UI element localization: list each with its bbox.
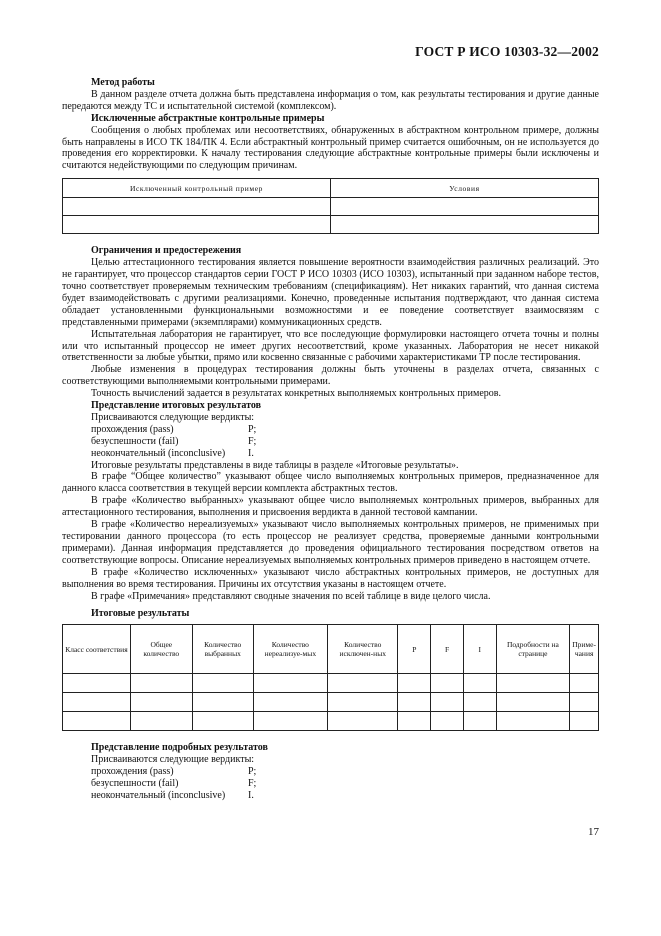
table-header-cell: F [431, 625, 464, 674]
table-header-cell: Общее количество [130, 625, 192, 674]
verdict-row [62, 778, 599, 790]
table-header-cell: Класс соответствия [63, 625, 131, 674]
table-header-cell: Условия [331, 179, 599, 198]
paragraph: Целью аттестационного тестирования является повышение вероятности взаимодействия различных реализаций. Это не гарантирует, что процессор стандартов серии ГОСТ Р ИСО 10303 (ИСО 10303), испытанный при заданном наборе тестов, точно соответствует проверяемым техническим требованиям (спецификациям). Нет никаких гарантий, что данная система будет взаимодействовать с другими реализациями. Конечно, проведенные испытания подтверждают, что данная система обладает установленными функциональными возможностями и ее поведение соответствует взаимосвязям с представленными примерами (экземплярами) коммуникационных средств. [62, 257, 599, 328]
paragraph: В графе «Примечания» представляют сводные значения по всей таблице в виде целого числа. [91, 590, 491, 602]
verdict-row [62, 790, 599, 802]
verdict-code: P; [248, 423, 257, 435]
excluded-cases-table [62, 178, 599, 234]
verdicts-intro: Присваиваются следующие вердикты: [91, 411, 255, 423]
section-heading-summary: Представление итоговых результатов [91, 400, 262, 412]
verdict-name: прохождения (pass) [91, 766, 174, 778]
section-heading-detailed: Представление подробных результатов [91, 742, 268, 754]
table-header-cell: Количество выбранных [192, 625, 253, 674]
page-content [62, 77, 599, 802]
verdict-name: безуспешности (fail) [91, 435, 179, 447]
table-header-cell: Количество исключен-ных [328, 625, 398, 674]
paragraph: Сообщения о любых проблемах или несоответствиях, обнаруженных в абстрактном контрольном примере, должны быть направлены в ИСО ТК 184/ПК 4. Если абстрактный контрольный пример считается ошибочным, он не используется до проведения его корректировки. К началу тестирования следующие абстрактные контрольные примеры были исключены и считаются недействующими по следующим причинам. [62, 124, 599, 172]
page-number: 17 [588, 826, 599, 838]
paragraph: Любые изменения в процедурах тестирования должны быть уточнены в разделах отчета, связанных с соответствующими выполняемыми контрольными примерами. [62, 364, 599, 388]
table-header-cell: Исключенный контрольный пример [63, 179, 331, 198]
verdict-code: I. [248, 447, 254, 459]
paragraph: Точность вычислений задается в результатах конкретных выполняемых контрольных примеров. [91, 388, 501, 400]
table-row [63, 198, 599, 216]
verdict-name: прохождения (pass) [91, 423, 174, 435]
verdict-row [62, 766, 599, 778]
verdict-code: I. [248, 789, 254, 801]
table-row [63, 674, 599, 693]
table-row [63, 216, 599, 234]
section-heading-excluded: Исключенные абстрактные контрольные примеры [91, 112, 325, 124]
verdict-name: безуспешности (fail) [91, 778, 179, 790]
paragraph: В графе «Количество нереализуемых» указывают число выполняемых контрольных примеров, не применимых при тестировании данного процессора (то есть процессор не реализует средства, проверяемые данными контрольными примерами). Данная информация представляется до проведения официального тестирования посредством ответов на соответствующие вопросы. Описание нереализуемых выполняемых контрольных примеров приведено в настоящем отчете. [62, 519, 599, 566]
verdict-code: F; [248, 778, 257, 790]
paragraph: В данном разделе отчета должна быть представлена информация о том, как результаты тестирования и другие данные передаются между ТС и испытательной системой (комплексом). [62, 88, 599, 112]
table-header-cell: P [398, 625, 431, 674]
paragraph: Итоговые результаты представлены в виде таблицы в разделе «Итоговые результаты». [91, 459, 459, 471]
paragraph: В графе «Количество выбранных» указывают общее число выполняемых контрольных примеров, выбранных для аттестационного тестирования, выполнения и присвоения вердикта в данной тестовой кампании. [62, 495, 599, 519]
table-row [63, 712, 599, 731]
verdict-code: F; [248, 435, 257, 447]
summary-results-table [62, 624, 599, 731]
paragraph: В графе “Общее количество” указывают общее число выполняемых контрольных примеров, предназначенное для данного класса соответствия в текущей версии комплекта абстрактных тестов. [62, 471, 599, 495]
verdict-code: P; [248, 766, 257, 778]
verdict-name: неокончательный (inconclusive) [91, 447, 226, 459]
table-header-cell: Подробности на странице [496, 625, 570, 674]
table-row [63, 693, 599, 712]
table-header-cell: I [463, 625, 496, 674]
verdict-row [62, 436, 599, 448]
page-header: ГОСТ Р ИСО 10303-32—2002 [415, 44, 599, 59]
verdict-row [62, 424, 599, 436]
verdict-row [62, 448, 599, 460]
paragraph: Испытательная лаборатория не гарантирует, что все последующие формулировки настоящего отчета точны и полны или что испытанный процессор не имеет других несоответствий, кроме указанных. Лаборатория не несет никакой ответственности за любые убытки, прямо или косвенно связанные с рабочими характеристиками ТР после тестирования. [62, 328, 599, 364]
section-heading-limits: Ограничения и предостережения [91, 245, 242, 257]
table-header-cell: Приме-чания [570, 625, 599, 674]
section-heading-results: Итоговые результаты [91, 608, 190, 620]
verdict-name: неокончательный (inconclusive) [91, 789, 226, 801]
verdicts-intro: Присваиваются следующие вердикты: [91, 754, 255, 766]
table-header-cell: Количество нереализуе-мых [253, 625, 327, 674]
paragraph: В графе «Количество исключенных» указывают число абстрактных контрольных примеров, не доступных для выполнения во время тестирования. Причины их отсутствия указаны в настоящем отчете. [62, 566, 599, 590]
section-heading-method: Метод работы [91, 77, 155, 88]
